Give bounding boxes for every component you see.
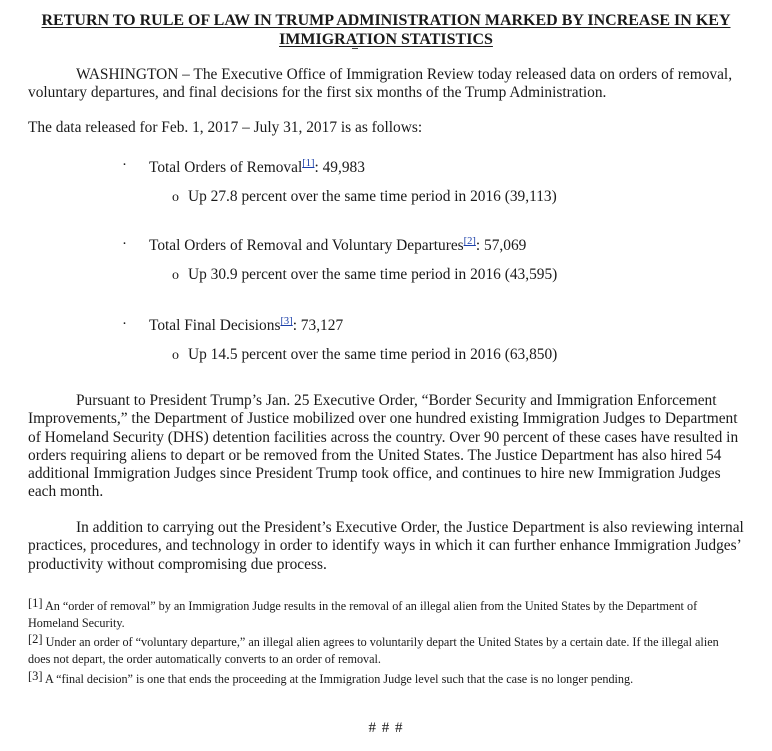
footnote-number: [2] — [28, 632, 43, 646]
stat-item-orders-of-removal — [149, 159, 365, 177]
stat-label: Total Final Decisions — [149, 317, 281, 334]
bullet-marker: · — [122, 316, 127, 332]
stat-value: : 57,069 — [475, 237, 527, 254]
sub-bullet-marker: o — [172, 268, 179, 283]
body-paragraph-internal-review: In addition to carrying out the President’s Executive Order, the Justice Department is also reviewing internal practices, procedures, and technology in order to identify ways in which it can further enhance Immigration Judges’ productivity without compromising due process. — [28, 519, 744, 573]
footnote-number: [3] — [28, 669, 43, 683]
stat-sub-text: Up 30.9 percent over the same time period in 2016 (43,595) — [188, 266, 558, 283]
footnote-ref-1-link[interactable]: [1] — [302, 158, 315, 169]
stat-item-orders-and-voluntary-departures — [149, 237, 526, 255]
end-mark: # # # — [368, 720, 404, 736]
stat-sub-final-decisions — [172, 346, 557, 365]
stat-label: Total Orders of Removal and Voluntary Departures — [149, 237, 464, 254]
footnote-3 — [28, 668, 744, 688]
stat-sub-text: Up 27.8 percent over the same time period in 2016 (39,113) — [188, 188, 557, 205]
sub-bullet-marker: o — [172, 190, 179, 205]
footnote-text: A “final decision” is one that ends the proceeding at the Immigration Judge level such that the case is no longer pending. — [42, 672, 634, 686]
footnote-text: Under an order of “voluntary departure,” an illegal alien agrees to voluntarily depart the United States by a certain date. If the illegal alien does not depart, the order automatically converts to an order of removal. — [28, 635, 719, 666]
stat-value: : 73,127 — [292, 317, 344, 334]
stat-sub-text: Up 14.5 percent over the same time period in 2016 (63,850) — [188, 346, 558, 363]
body-paragraph-executive-order: Pursuant to President Trump’s Jan. 25 Executive Order, “Border Security and Immigration Enforcement Improvements,” the Department of Justice mobilized over one hundred existing Immigration Judges to Department of Homeland Security (DHS) detention facilities across the country. Over 90 percent of these cases have resulted in orders requiring aliens to depart or be removed from the United States. The Justice Department has also hired 54 additional Immigration Judges since President Trump took office, and continues to hire new Immigration Judges each month. — [28, 392, 739, 501]
footnote-ref-3-link[interactable]: [3] — [280, 316, 293, 327]
stat-value: : 49,983 — [314, 159, 365, 176]
footnote-1 — [28, 595, 744, 631]
press-release-title: RETURN TO RULE OF LAW IN TRUMP ADMINISTRATION MARKED BY INCREASE IN KEY IMMIGRATION STATISTICS — [41, 12, 731, 48]
divider-tick — [352, 48, 358, 49]
bullet-marker: · — [122, 157, 127, 173]
stat-sub-orders-and-voluntary-departures — [172, 266, 557, 285]
sub-bullet-marker: o — [172, 348, 179, 363]
intro-paragraph: WASHINGTON – The Executive Office of Immigration Review today released data on orders of removal, voluntary departures, and final decisions for the first six months of the Trump Administration. — [28, 66, 733, 102]
stat-label: Total Orders of Removal — [149, 159, 303, 176]
footnote-ref-2-link[interactable]: [2] — [463, 236, 476, 247]
footnote-number: [1] — [28, 596, 43, 610]
data-intro-paragraph: The data released for Feb. 1, 2017 – July 31, 2017 is as follows: — [28, 119, 423, 136]
stat-sub-orders-of-removal — [172, 188, 557, 207]
footnote-text: An “order of removal” by an Immigration Judge results in the removal of an illegal alien from the United States by the Department of Homeland Security. — [28, 599, 698, 630]
bullet-marker: · — [122, 236, 127, 252]
footnote-2 — [28, 631, 744, 667]
stat-item-final-decisions — [149, 317, 343, 335]
